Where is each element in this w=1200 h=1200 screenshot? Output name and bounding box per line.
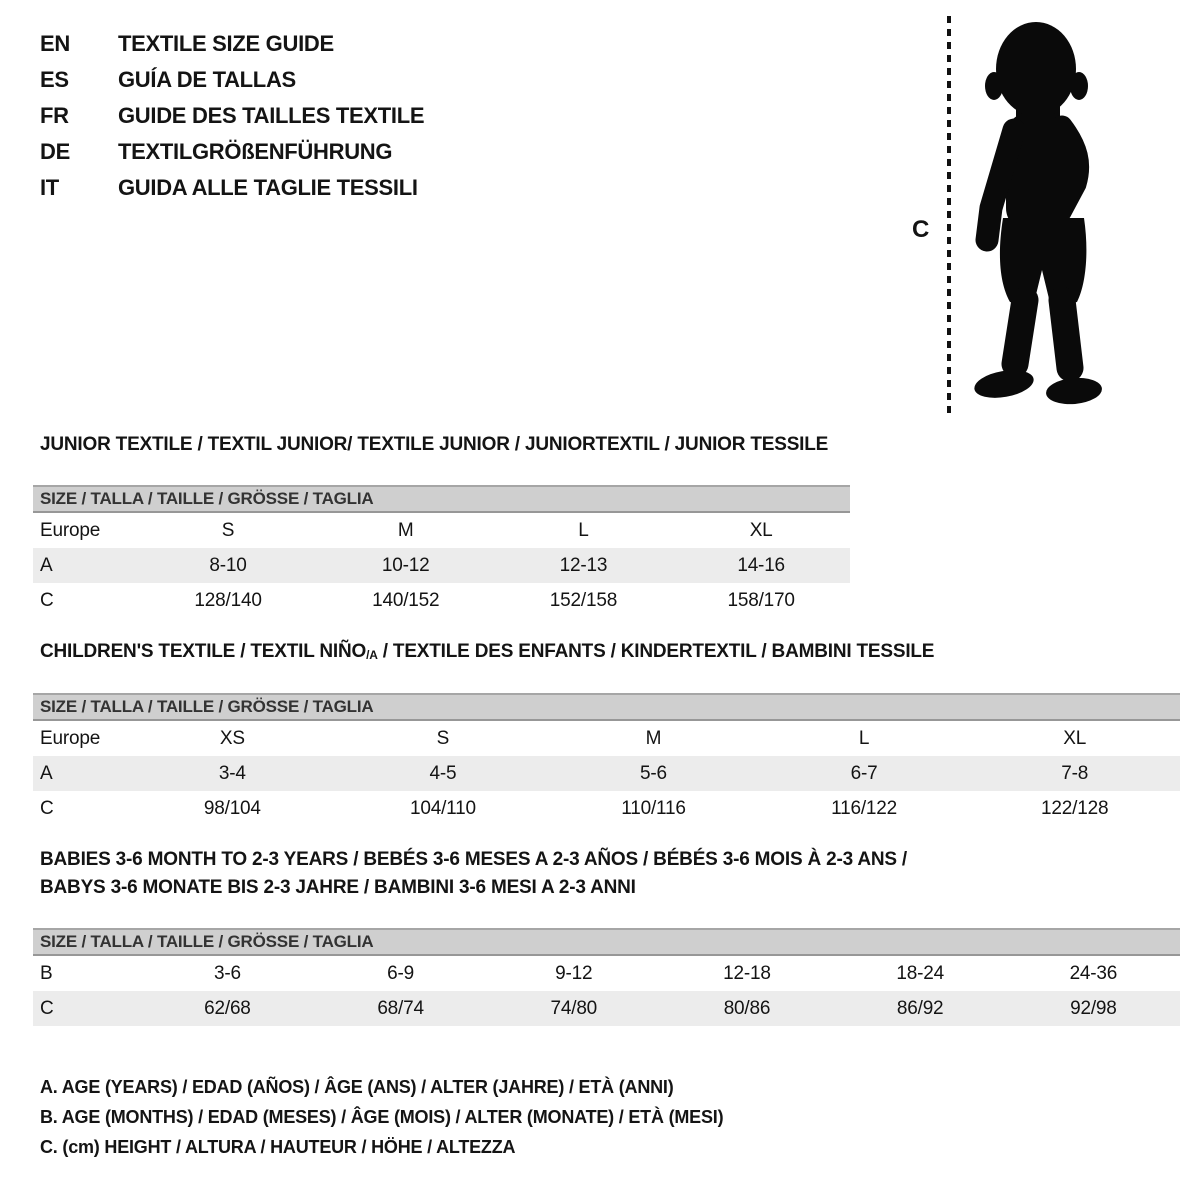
table-cell: 104/110 — [409, 797, 476, 819]
table-cell: XL — [1063, 727, 1087, 749]
table-cell: M — [397, 519, 414, 541]
size-header-bar: SIZE / TALLA / TAILLE / GRÖSSE / TAGLIA — [33, 693, 1180, 721]
row-label: Europe — [40, 519, 101, 541]
table-cell: 7-8 — [1061, 762, 1089, 784]
title-text: BABIES 3-6 MONTH TO 2-3 YEARS / BEBÉS 3-6 MESES A 2-3 AÑOS / BÉBÉS 3-6 MOIS À 2-3 ANS / — [40, 849, 908, 870]
language-row — [40, 170, 424, 206]
toddler-silhouette — [958, 12, 1143, 418]
title-text: CHILDREN'S TEXTILE / TEXTIL NIÑO — [40, 641, 367, 662]
babies-section-title-line2 — [33, 874, 1180, 902]
title-subscript: /A — [366, 648, 378, 662]
children-section-title — [33, 641, 1180, 666]
table-cell: 140/152 — [372, 589, 440, 611]
children-textile-section — [33, 641, 1180, 826]
table-cell: 3-4 — [218, 762, 246, 784]
table-cell: 6-7 — [850, 762, 878, 784]
table-cell: 158/170 — [727, 589, 795, 611]
row-label: C — [40, 797, 54, 819]
row-label: B — [40, 962, 53, 984]
babies-section-title-line1 — [33, 846, 1180, 874]
table-cell: XL — [749, 519, 773, 541]
row-label: A — [40, 762, 53, 784]
measurement-legend — [40, 1072, 723, 1162]
table-row — [33, 956, 1180, 991]
guide-title: GUIDA ALLE TAGLIE TESSILI — [118, 175, 418, 200]
size-header-bar: SIZE / TALLA / TAILLE / GRÖSSE / TAGLIA — [33, 928, 1180, 956]
table-cell: 86/92 — [896, 997, 944, 1019]
table-cell: 152/158 — [549, 589, 618, 611]
language-title-list — [40, 26, 424, 206]
table-cell: 4-5 — [429, 762, 457, 784]
row-label: C — [40, 997, 54, 1019]
table-cell: 24-36 — [1069, 962, 1118, 984]
babies-size-table — [33, 956, 1180, 1026]
language-code: ES — [40, 67, 69, 92]
guide-title: TEXTILGRÖßENFÜHRUNG — [118, 139, 393, 164]
table-cell: XS — [219, 727, 245, 749]
table-cell: 5-6 — [640, 762, 667, 784]
language-code: EN — [40, 31, 70, 56]
title-text: JUNIOR TEXTILE / TEXTIL JUNIOR/ TEXTILE JUNIOR / JUNIORTEXTIL / JUNIOR TESSILE — [40, 434, 829, 455]
junior-size-table — [33, 513, 850, 618]
guide-title: TEXTILE SIZE GUIDE — [118, 31, 334, 56]
table-cell: 122/128 — [1041, 797, 1109, 819]
language-code: FR — [40, 103, 69, 128]
language-code: IT — [40, 175, 59, 200]
table-cell: M — [645, 727, 662, 749]
junior-section-title — [33, 434, 850, 459]
table-cell: S — [221, 519, 235, 541]
row-label: A — [40, 554, 53, 576]
height-measure-label: C — [912, 216, 930, 243]
title-text: / TEXTILE DES ENFANTS / KINDERTEXTIL / BAMBINI TESSILE — [377, 641, 935, 662]
legend-line-b: B. AGE (MONTHS) / EDAD (MESES) / ÂGE (MOIS) / ALTER (MONATE) / ETÀ (MESI) — [40, 1107, 724, 1127]
table-row — [33, 583, 850, 618]
table-cell: 6-9 — [387, 962, 415, 984]
table-cell: 62/68 — [204, 997, 251, 1019]
table-cell: 8-10 — [209, 554, 247, 576]
legend-line-c: C. (cm) HEIGHT / ALTURA / HAUTEUR / HÖHE / ALTEZZA — [40, 1137, 516, 1157]
table-cell: 3-6 — [213, 962, 241, 984]
table-cell: 12-13 — [559, 554, 608, 576]
table-cell: 9-12 — [555, 962, 593, 984]
table-row — [33, 548, 850, 583]
table-row — [33, 991, 1180, 1026]
table-row — [33, 513, 850, 548]
table-row — [33, 721, 1180, 756]
row-label: C — [40, 589, 54, 611]
junior-textile-section — [33, 434, 850, 618]
table-cell: 74/80 — [550, 997, 598, 1019]
title-text: BABYS 3-6 MONATE BIS 2-3 JAHRE / BAMBINI 3-6 MESI A 2-3 ANNI — [40, 877, 636, 898]
table-cell: 98/104 — [203, 797, 261, 819]
table-cell: 68/74 — [377, 997, 424, 1019]
table-cell: 18-24 — [896, 962, 944, 984]
table-cell: 92/98 — [1070, 997, 1117, 1019]
table-cell: L — [578, 519, 589, 541]
language-row — [40, 62, 424, 98]
row-label: Europe — [40, 727, 101, 749]
babies-textile-section — [33, 846, 1180, 1026]
table-row — [33, 756, 1180, 791]
language-code: DE — [40, 139, 70, 164]
language-row — [40, 26, 424, 62]
table-cell: 80/86 — [723, 997, 771, 1019]
language-row — [40, 134, 424, 170]
legend-line-a: A. AGE (YEARS) / EDAD (AÑOS) / ÂGE (ANS) / ALTER (JAHRE) / ETÀ (ANNI) — [40, 1077, 674, 1097]
table-cell: 10-12 — [381, 554, 430, 576]
size-header-bar: SIZE / TALLA / TAILLE / GRÖSSE / TAGLIA — [33, 485, 850, 513]
table-cell: 14-16 — [737, 554, 785, 576]
guide-title: GUÍA DE TALLAS — [118, 67, 296, 92]
guide-title: GUIDE DES TAILLES TEXTILE — [118, 103, 425, 128]
table-cell: 116/122 — [831, 797, 897, 819]
table-cell: S — [436, 727, 450, 749]
table-cell: 12-18 — [723, 962, 771, 984]
table-row — [33, 791, 1180, 826]
children-size-table — [33, 721, 1180, 826]
table-cell: 128/140 — [194, 589, 262, 611]
table-cell: L — [858, 727, 870, 749]
language-row — [40, 98, 424, 134]
table-cell: 110/116 — [621, 797, 686, 819]
height-dashed-line — [947, 16, 951, 416]
